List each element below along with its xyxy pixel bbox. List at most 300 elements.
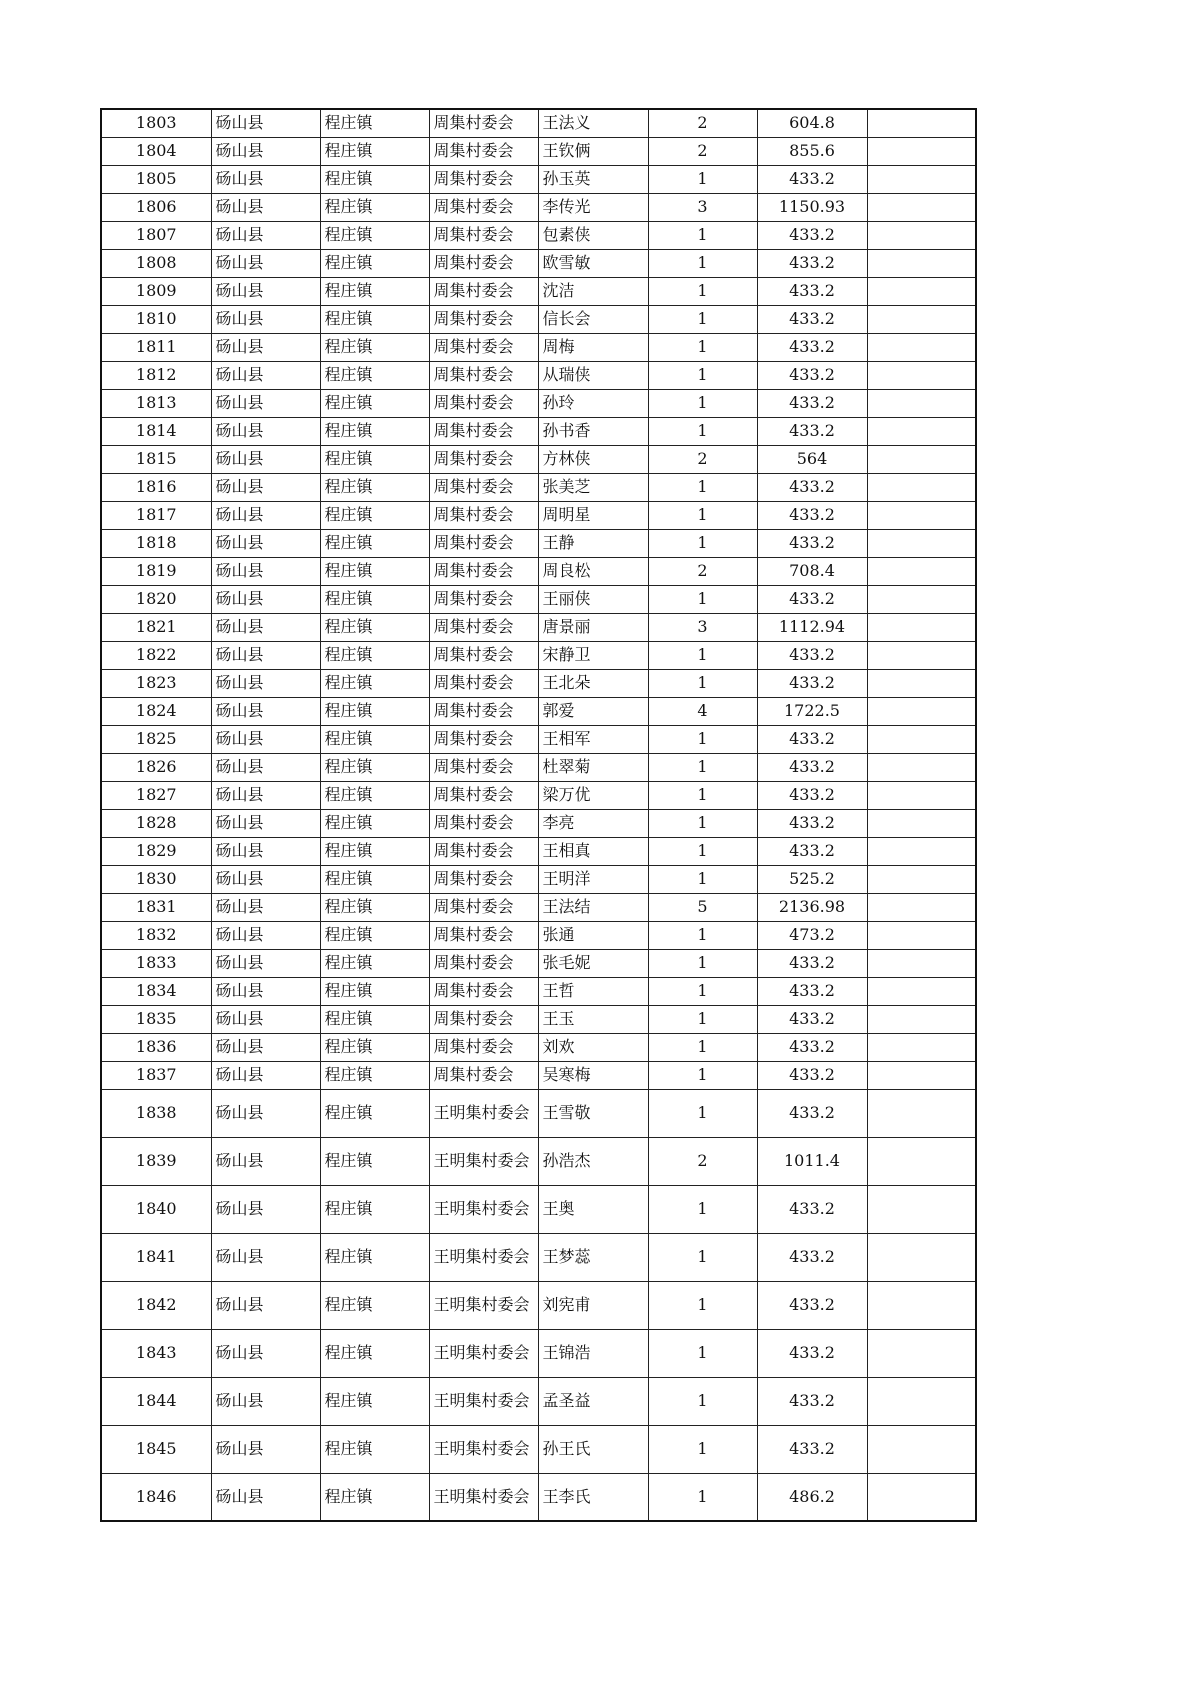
village-cell: 周集村委会: [429, 669, 538, 697]
row-number-cell: 1823: [101, 669, 211, 697]
amount-cell: 433.2: [757, 725, 867, 753]
table-row: [101, 669, 976, 697]
count-cell: 1: [648, 1005, 757, 1033]
count-cell: 1: [648, 865, 757, 893]
town-cell: 程庄镇: [320, 361, 429, 389]
village-cell: 周集村委会: [429, 277, 538, 305]
count-cell: 1: [648, 221, 757, 249]
village-cell: 周集村委会: [429, 865, 538, 893]
name-cell: 刘欢: [538, 1033, 648, 1061]
county-cell: 砀山县: [211, 1033, 320, 1061]
count-cell: 1: [648, 305, 757, 333]
town-cell: 程庄镇: [320, 837, 429, 865]
note-cell: [867, 501, 976, 529]
amount-cell: 433.2: [757, 473, 867, 501]
town-cell: 程庄镇: [320, 1329, 429, 1377]
count-cell: 1: [648, 753, 757, 781]
amount-cell: 433.2: [757, 277, 867, 305]
village-cell: 王明集村委会: [429, 1089, 538, 1137]
table-row: [101, 165, 976, 193]
count-cell: 1: [648, 1185, 757, 1233]
note-cell: [867, 1061, 976, 1089]
count-cell: 1: [648, 417, 757, 445]
amount-cell: 525.2: [757, 865, 867, 893]
name-cell: 孙玉英: [538, 165, 648, 193]
name-cell: 周明星: [538, 501, 648, 529]
town-cell: 程庄镇: [320, 921, 429, 949]
note-cell: [867, 473, 976, 501]
count-cell: 1: [648, 1233, 757, 1281]
county-cell: 砀山县: [211, 1089, 320, 1137]
count-cell: 3: [648, 193, 757, 221]
count-cell: 1: [648, 725, 757, 753]
row-number-cell: 1811: [101, 333, 211, 361]
name-cell: 孙玲: [538, 389, 648, 417]
village-cell: 周集村委会: [429, 417, 538, 445]
village-cell: 周集村委会: [429, 389, 538, 417]
amount-cell: 433.2: [757, 417, 867, 445]
note-cell: [867, 249, 976, 277]
town-cell: 程庄镇: [320, 557, 429, 585]
count-cell: 1: [648, 1425, 757, 1473]
count-cell: 2: [648, 557, 757, 585]
town-cell: 程庄镇: [320, 1281, 429, 1329]
amount-cell: 433.2: [757, 305, 867, 333]
note-cell: [867, 1033, 976, 1061]
note-cell: [867, 1233, 976, 1281]
row-number-cell: 1828: [101, 809, 211, 837]
count-cell: 1: [648, 669, 757, 697]
county-cell: 砀山县: [211, 221, 320, 249]
count-cell: 1: [648, 1281, 757, 1329]
data-table: [100, 108, 977, 1522]
village-cell: 周集村委会: [429, 557, 538, 585]
table-row: [101, 585, 976, 613]
name-cell: 张美芝: [538, 473, 648, 501]
note-cell: [867, 585, 976, 613]
town-cell: 程庄镇: [320, 137, 429, 165]
count-cell: 1: [648, 585, 757, 613]
table-row: [101, 1377, 976, 1425]
count-cell: 2: [648, 1137, 757, 1185]
village-cell: 周集村委会: [429, 613, 538, 641]
note-cell: [867, 1089, 976, 1137]
row-number-cell: 1842: [101, 1281, 211, 1329]
village-cell: 周集村委会: [429, 473, 538, 501]
row-number-cell: 1816: [101, 473, 211, 501]
table-row: [101, 893, 976, 921]
row-number-cell: 1804: [101, 137, 211, 165]
name-cell: 欧雪敏: [538, 249, 648, 277]
name-cell: 杜翠菊: [538, 753, 648, 781]
table-row: [101, 753, 976, 781]
table-row: [101, 1233, 976, 1281]
name-cell: 吴寒梅: [538, 1061, 648, 1089]
count-cell: 2: [648, 137, 757, 165]
table-row: [101, 361, 976, 389]
note-cell: [867, 753, 976, 781]
town-cell: 程庄镇: [320, 277, 429, 305]
name-cell: 王雪敬: [538, 1089, 648, 1137]
county-cell: 砀山县: [211, 557, 320, 585]
table-row: [101, 1185, 976, 1233]
count-cell: 1: [648, 361, 757, 389]
count-cell: 1: [648, 1329, 757, 1377]
note-cell: [867, 417, 976, 445]
table-row: [101, 977, 976, 1005]
amount-cell: 433.2: [757, 669, 867, 697]
note-cell: [867, 529, 976, 557]
note-cell: [867, 865, 976, 893]
amount-cell: 433.2: [757, 1005, 867, 1033]
table-row: [101, 725, 976, 753]
row-number-cell: 1809: [101, 277, 211, 305]
table-row: [101, 1005, 976, 1033]
note-cell: [867, 1425, 976, 1473]
note-cell: [867, 277, 976, 305]
row-number-cell: 1815: [101, 445, 211, 473]
county-cell: 砀山县: [211, 1473, 320, 1521]
county-cell: 砀山县: [211, 249, 320, 277]
name-cell: 方林侠: [538, 445, 648, 473]
village-cell: 周集村委会: [429, 781, 538, 809]
table-row: [101, 501, 976, 529]
table-row: [101, 1473, 976, 1521]
amount-cell: 433.2: [757, 389, 867, 417]
count-cell: 1: [648, 641, 757, 669]
name-cell: 沈洁: [538, 277, 648, 305]
village-cell: 周集村委会: [429, 1061, 538, 1089]
table-row: [101, 445, 976, 473]
county-cell: 砀山县: [211, 1061, 320, 1089]
county-cell: 砀山县: [211, 585, 320, 613]
count-cell: 1: [648, 165, 757, 193]
name-cell: 王明洋: [538, 865, 648, 893]
village-cell: 周集村委会: [429, 1005, 538, 1033]
village-cell: 周集村委会: [429, 361, 538, 389]
note-cell: [867, 193, 976, 221]
town-cell: 程庄镇: [320, 949, 429, 977]
table-row: [101, 837, 976, 865]
name-cell: 王玉: [538, 1005, 648, 1033]
town-cell: 程庄镇: [320, 753, 429, 781]
count-cell: 1: [648, 921, 757, 949]
town-cell: 程庄镇: [320, 1377, 429, 1425]
name-cell: 张毛妮: [538, 949, 648, 977]
village-cell: 周集村委会: [429, 809, 538, 837]
row-number-cell: 1813: [101, 389, 211, 417]
row-number-cell: 1840: [101, 1185, 211, 1233]
village-cell: 王明集村委会: [429, 1329, 538, 1377]
village-cell: 王明集村委会: [429, 1233, 538, 1281]
table-row: [101, 109, 976, 137]
name-cell: 宋静卫: [538, 641, 648, 669]
count-cell: 1: [648, 809, 757, 837]
count-cell: 1: [648, 1377, 757, 1425]
amount-cell: 433.2: [757, 501, 867, 529]
village-cell: 周集村委会: [429, 977, 538, 1005]
village-cell: 周集村委会: [429, 165, 538, 193]
name-cell: 王钦俩: [538, 137, 648, 165]
name-cell: 王锦浩: [538, 1329, 648, 1377]
note-cell: [867, 1185, 976, 1233]
name-cell: 王李氏: [538, 1473, 648, 1521]
table-row: [101, 809, 976, 837]
town-cell: 程庄镇: [320, 165, 429, 193]
town-cell: 程庄镇: [320, 669, 429, 697]
county-cell: 砀山县: [211, 865, 320, 893]
row-number-cell: 1806: [101, 193, 211, 221]
town-cell: 程庄镇: [320, 1233, 429, 1281]
amount-cell: 433.2: [757, 1377, 867, 1425]
county-cell: 砀山县: [211, 109, 320, 137]
table-row: [101, 193, 976, 221]
count-cell: 1: [648, 1061, 757, 1089]
count-cell: 1: [648, 949, 757, 977]
note-cell: [867, 137, 976, 165]
village-cell: 周集村委会: [429, 221, 538, 249]
town-cell: 程庄镇: [320, 697, 429, 725]
note-cell: [867, 1005, 976, 1033]
amount-cell: 433.2: [757, 1329, 867, 1377]
row-number-cell: 1836: [101, 1033, 211, 1061]
county-cell: 砀山县: [211, 529, 320, 557]
amount-cell: 708.4: [757, 557, 867, 585]
town-cell: 程庄镇: [320, 1033, 429, 1061]
town-cell: 程庄镇: [320, 893, 429, 921]
table-body: [101, 109, 976, 1521]
village-cell: 周集村委会: [429, 249, 538, 277]
note-cell: [867, 333, 976, 361]
name-cell: 李传光: [538, 193, 648, 221]
town-cell: 程庄镇: [320, 473, 429, 501]
name-cell: 郭爱: [538, 697, 648, 725]
table-row: [101, 333, 976, 361]
note-cell: [867, 725, 976, 753]
county-cell: 砀山县: [211, 305, 320, 333]
name-cell: 王法义: [538, 109, 648, 137]
count-cell: 3: [648, 613, 757, 641]
note-cell: [867, 1377, 976, 1425]
row-number-cell: 1807: [101, 221, 211, 249]
note-cell: [867, 893, 976, 921]
amount-cell: 473.2: [757, 921, 867, 949]
name-cell: 周梅: [538, 333, 648, 361]
county-cell: 砀山县: [211, 137, 320, 165]
count-cell: 1: [648, 781, 757, 809]
county-cell: 砀山县: [211, 949, 320, 977]
name-cell: 李亮: [538, 809, 648, 837]
count-cell: 1: [648, 333, 757, 361]
note-cell: [867, 389, 976, 417]
town-cell: 程庄镇: [320, 109, 429, 137]
amount-cell: 433.2: [757, 249, 867, 277]
row-number-cell: 1803: [101, 109, 211, 137]
village-cell: 周集村委会: [429, 1033, 538, 1061]
name-cell: 孙王氏: [538, 1425, 648, 1473]
county-cell: 砀山县: [211, 809, 320, 837]
county-cell: 砀山县: [211, 753, 320, 781]
row-number-cell: 1835: [101, 1005, 211, 1033]
row-number-cell: 1846: [101, 1473, 211, 1521]
row-number-cell: 1833: [101, 949, 211, 977]
county-cell: 砀山县: [211, 893, 320, 921]
table-row: [101, 1089, 976, 1137]
county-cell: 砀山县: [211, 725, 320, 753]
amount-cell: 433.2: [757, 529, 867, 557]
village-cell: 周集村委会: [429, 109, 538, 137]
table-row: [101, 865, 976, 893]
row-number-cell: 1826: [101, 753, 211, 781]
count-cell: 2: [648, 445, 757, 473]
amount-cell: 564: [757, 445, 867, 473]
table-row: [101, 921, 976, 949]
village-cell: 周集村委会: [429, 529, 538, 557]
county-cell: 砀山县: [211, 697, 320, 725]
row-number-cell: 1832: [101, 921, 211, 949]
amount-cell: 433.2: [757, 1033, 867, 1061]
table-row: [101, 529, 976, 557]
row-number-cell: 1839: [101, 1137, 211, 1185]
name-cell: 包素侠: [538, 221, 648, 249]
town-cell: 程庄镇: [320, 389, 429, 417]
town-cell: 程庄镇: [320, 641, 429, 669]
town-cell: 程庄镇: [320, 417, 429, 445]
amount-cell: 604.8: [757, 109, 867, 137]
amount-cell: 433.2: [757, 221, 867, 249]
name-cell: 孟圣益: [538, 1377, 648, 1425]
count-cell: 1: [648, 1473, 757, 1521]
village-cell: 周集村委会: [429, 641, 538, 669]
amount-cell: 1722.5: [757, 697, 867, 725]
note-cell: [867, 361, 976, 389]
note-cell: [867, 1329, 976, 1377]
row-number-cell: 1834: [101, 977, 211, 1005]
village-cell: 王明集村委会: [429, 1281, 538, 1329]
row-number-cell: 1844: [101, 1377, 211, 1425]
town-cell: 程庄镇: [320, 1473, 429, 1521]
row-number-cell: 1830: [101, 865, 211, 893]
table-row: [101, 389, 976, 417]
town-cell: 程庄镇: [320, 1185, 429, 1233]
village-cell: 周集村委会: [429, 921, 538, 949]
count-cell: 1: [648, 837, 757, 865]
amount-cell: 433.2: [757, 361, 867, 389]
amount-cell: 433.2: [757, 585, 867, 613]
name-cell: 王奥: [538, 1185, 648, 1233]
amount-cell: 433.2: [757, 641, 867, 669]
amount-cell: 433.2: [757, 1281, 867, 1329]
amount-cell: 433.2: [757, 809, 867, 837]
note-cell: [867, 949, 976, 977]
village-cell: 周集村委会: [429, 585, 538, 613]
town-cell: 程庄镇: [320, 1061, 429, 1089]
amount-cell: 1112.94: [757, 613, 867, 641]
village-cell: 周集村委会: [429, 725, 538, 753]
table-row: [101, 1137, 976, 1185]
table-row: [101, 1329, 976, 1377]
town-cell: 程庄镇: [320, 193, 429, 221]
county-cell: 砀山县: [211, 1233, 320, 1281]
row-number-cell: 1845: [101, 1425, 211, 1473]
county-cell: 砀山县: [211, 389, 320, 417]
town-cell: 程庄镇: [320, 809, 429, 837]
row-number-cell: 1838: [101, 1089, 211, 1137]
village-cell: 周集村委会: [429, 501, 538, 529]
name-cell: 王哲: [538, 977, 648, 1005]
note-cell: [867, 445, 976, 473]
row-number-cell: 1822: [101, 641, 211, 669]
count-cell: 1: [648, 501, 757, 529]
village-cell: 王明集村委会: [429, 1377, 538, 1425]
table-row: [101, 1281, 976, 1329]
name-cell: 王北朵: [538, 669, 648, 697]
note-cell: [867, 221, 976, 249]
table-row: [101, 557, 976, 585]
town-cell: 程庄镇: [320, 333, 429, 361]
table-row: [101, 1033, 976, 1061]
town-cell: 程庄镇: [320, 781, 429, 809]
county-cell: 砀山县: [211, 277, 320, 305]
village-cell: 周集村委会: [429, 837, 538, 865]
amount-cell: 433.2: [757, 1185, 867, 1233]
village-cell: 王明集村委会: [429, 1185, 538, 1233]
county-cell: 砀山县: [211, 1425, 320, 1473]
amount-cell: 433.2: [757, 837, 867, 865]
name-cell: 王相军: [538, 725, 648, 753]
count-cell: 1: [648, 389, 757, 417]
county-cell: 砀山县: [211, 165, 320, 193]
county-cell: 砀山县: [211, 417, 320, 445]
row-number-cell: 1820: [101, 585, 211, 613]
amount-cell: 433.2: [757, 1233, 867, 1281]
name-cell: 王相真: [538, 837, 648, 865]
county-cell: 砀山县: [211, 333, 320, 361]
town-cell: 程庄镇: [320, 865, 429, 893]
row-number-cell: 1824: [101, 697, 211, 725]
count-cell: 4: [648, 697, 757, 725]
amount-cell: 2136.98: [757, 893, 867, 921]
amount-cell: 433.2: [757, 1061, 867, 1089]
count-cell: 1: [648, 473, 757, 501]
note-cell: [867, 1473, 976, 1521]
count-cell: 1: [648, 277, 757, 305]
table-row: [101, 697, 976, 725]
town-cell: 程庄镇: [320, 613, 429, 641]
town-cell: 程庄镇: [320, 1005, 429, 1033]
name-cell: 刘宪甫: [538, 1281, 648, 1329]
note-cell: [867, 781, 976, 809]
table-row: [101, 249, 976, 277]
amount-cell: 1150.93: [757, 193, 867, 221]
note-cell: [867, 809, 976, 837]
count-cell: 1: [648, 249, 757, 277]
name-cell: 孙浩杰: [538, 1137, 648, 1185]
village-cell: 周集村委会: [429, 333, 538, 361]
county-cell: 砀山县: [211, 613, 320, 641]
table-row: [101, 277, 976, 305]
town-cell: 程庄镇: [320, 529, 429, 557]
count-cell: 1: [648, 977, 757, 1005]
village-cell: 周集村委会: [429, 445, 538, 473]
village-cell: 周集村委会: [429, 893, 538, 921]
table-row: [101, 221, 976, 249]
town-cell: 程庄镇: [320, 977, 429, 1005]
town-cell: 程庄镇: [320, 585, 429, 613]
county-cell: 砀山县: [211, 361, 320, 389]
county-cell: 砀山县: [211, 669, 320, 697]
table-row: [101, 613, 976, 641]
